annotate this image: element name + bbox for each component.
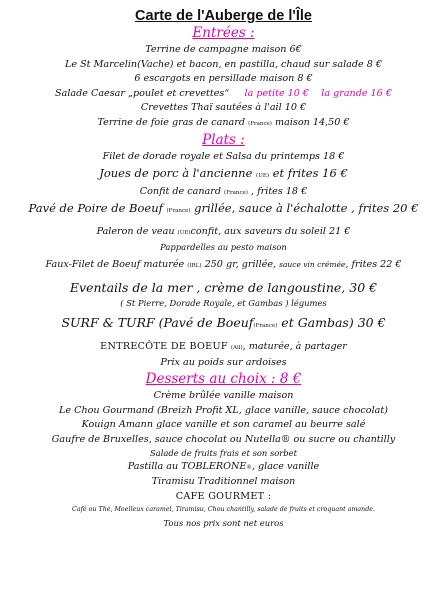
pastilla-rest: , glace vanille [251, 460, 320, 472]
porc-origin: (UE) [256, 172, 269, 179]
dessert-salade-fruits: Salade de fruits frais et son sorbet [149, 448, 297, 458]
menu-item-st-marcelin: Le St Marcelin(Vache) et bacon, en pastilla, chaud sur salade 8 € [65, 58, 382, 70]
pastilla-mark: ® [246, 464, 252, 471]
menu-item-dorade: Filet de dorade royale et Salsa du printemps 18 € [102, 151, 345, 162]
pastilla-name: Pastilla au TOBLERONE [127, 460, 247, 472]
paleron-origin: (UE) [177, 230, 191, 236]
poire-name: Pavé de Poire de Boeuf [28, 201, 163, 215]
menu-item-eventails: Eventails de la mer , crème de langoustine, 30 € [69, 279, 378, 295]
confit-name: Confit de canard [139, 185, 221, 197]
entrecote-price-note: Prix au poids sur ardoises [160, 356, 287, 368]
surf-rest: et Gambas) 30 € [281, 315, 386, 330]
surf-name: SURF & TURF (Pavé de Boeuf [61, 315, 254, 330]
menu-item-crevettes: Crevettes Thaï sautées à l'ail 10 € [140, 102, 307, 113]
poire-origin: (France) [166, 208, 191, 214]
entrecote-rest: , maturée, à partager [242, 341, 347, 352]
eventails-detail: ( St Pierre, Dorade Royale, et Gambas ) légumes [120, 297, 327, 308]
porc-name: Joues de porc à l'ancienne [99, 165, 253, 180]
menu-item-salade-caesar [0, 87, 447, 102]
menu-item-terrine-campagne: Terrine de campagne maison 6€ [145, 44, 302, 55]
dessert-creme-brulee: Crème brûlée vanille maison [153, 390, 294, 401]
menu-item-confit [0, 185, 447, 201]
dessert-chou-gourmand: Le Chou Gourmand (Breizh Profit XL, glace vanille, sauce chocolat) [59, 404, 388, 416]
poire-rest: grillée, sauce à l'échalotte , frites 20 € [194, 201, 419, 215]
entrecote-name: ENTRECÔTE DE BOEUF [100, 341, 228, 352]
section-heading-desserts: Desserts au choix : 8 € [145, 371, 302, 387]
section-heading-plats: Plats : [202, 132, 245, 148]
confit-rest: , frites 18 € [251, 185, 308, 197]
menu-item-entrecote [0, 340, 447, 356]
caesar-petite-price: la petite 10 € [244, 87, 310, 99]
dessert-tiramisu: Tiramisu Traditionnel maison [151, 476, 296, 487]
dessert-kouign-amann: Kouign Amann glace vanille et son caramel au beurre salé [81, 419, 366, 430]
caesar-grande-price: la grande 16 € [321, 87, 392, 99]
menu-item-foie-gras [0, 116, 447, 132]
section-heading-entrees: Entrées : [192, 25, 255, 41]
porc-rest: et frites 16 € [272, 165, 348, 180]
faux-filet-rest: 250 gr, grillée, [204, 259, 280, 270]
faux-filet-origin: (IRL) [187, 263, 202, 269]
foie-gras-origin: (France) [248, 120, 272, 127]
paleron-rest: confit, aux saveurs du soleil 21 € [190, 226, 351, 237]
faux-filet-sauce: sauce vin crémée [279, 260, 346, 269]
foie-gras-name: Terrine de foie gras de canard [97, 116, 245, 128]
caesar-name: Salade Caesar „poulet et crevettes“ [55, 87, 230, 99]
menu-item-paleron [0, 225, 447, 241]
menu-item-pave-poire [0, 200, 447, 220]
menu-item-faux-filet [0, 258, 447, 274]
menu-item-pappardelles: Pappardelles au pesto maison [160, 241, 287, 252]
menu-item-escargots: 6 escargots en persillade maison 8 € [134, 73, 313, 84]
menu-item-surf-turf [0, 314, 447, 335]
cafe-gourmet-heading: CAFE GOURMET : [175, 490, 272, 502]
menu-item-joues-porc [0, 165, 447, 185]
dessert-pastilla [0, 460, 447, 476]
faux-filet-name: Faux-Filet de Boeuf maturée [45, 259, 185, 270]
paleron-name: Paleron de veau [96, 226, 175, 237]
surf-origin: (France) [253, 323, 278, 329]
entrecote-origin: (All) [230, 345, 243, 351]
faux-filet-end: , frites 22 € [345, 259, 402, 270]
menu-title: Carte de l'Auberge de l'Île [135, 8, 312, 24]
confit-origin: (France) [224, 189, 248, 196]
price-footer-note: Tous nos prix sont net euros [163, 517, 284, 528]
dessert-gaufre: Gaufre de Bruxelles, sauce chocolat ou Nutella® ou sucre ou chantilly [51, 433, 396, 445]
cafe-gourmet-description: Café ou Thé, Moelleux caramel, Tiramisu, Chou chantilly, salade de fruits et croquant amande. [72, 506, 375, 513]
foie-gras-rest: maison 14,50 € [275, 116, 350, 128]
